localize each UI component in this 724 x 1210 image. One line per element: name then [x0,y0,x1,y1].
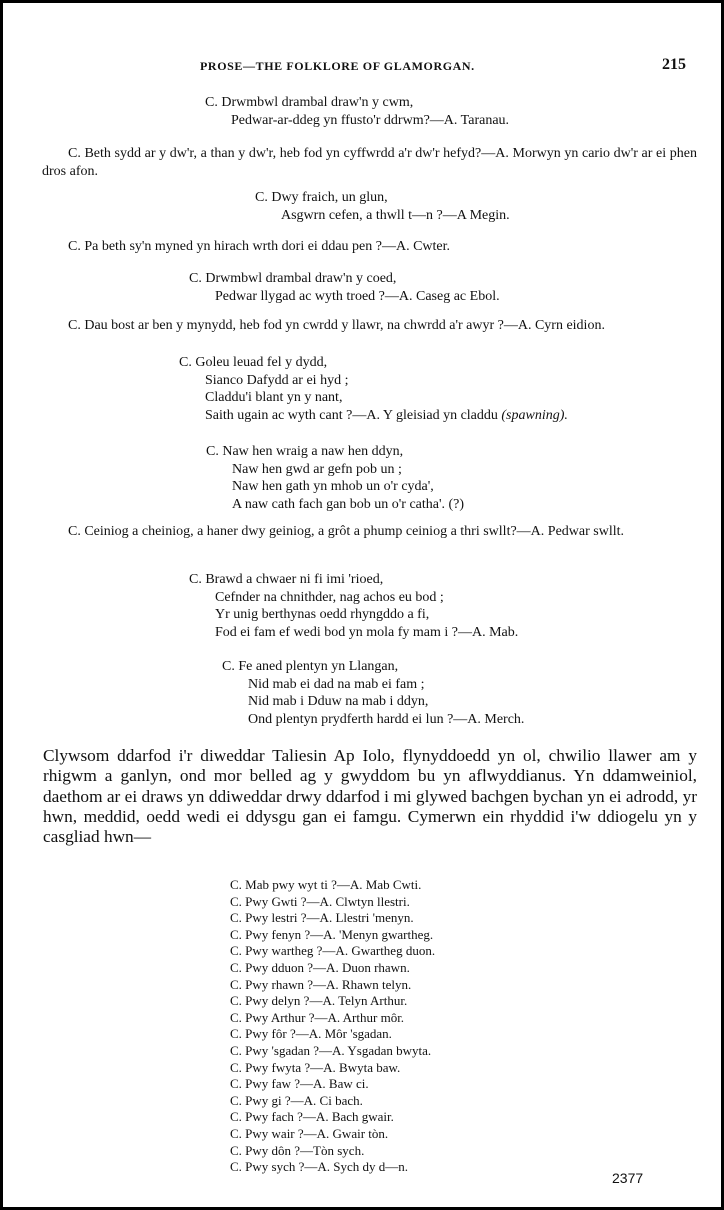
rhyme-line: C. Pwy faw ?—A. Baw ci. [230,1076,369,1092]
riddle-line: C. Goleu leuad fel y dydd, [179,355,328,370]
rhyme-line: C. Pwy rhawn ?—A. Rhawn telyn. [230,976,412,992]
riddle-line: Naw hen gath yn mhob un o'r cyda', [232,479,434,494]
riddle-4: C. Pa beth sy'n myned yn hirach wrth dori ei ddau pen ?—A. Cwter. [68,239,451,254]
rhyme-line: C. Pwy dôn ?—Tòn sych. [230,1142,365,1158]
rhyme-line: C. Pwy Gwti ?—A. Clwtyn llestri. [230,893,410,909]
riddle-line: Nid mab ei dad na mab ei fam ; [248,676,425,692]
riddle-10 [189,571,519,641]
riddle-3 [255,189,510,224]
riddle-line: Pedwar llygad ac wyth troed ?—A. Caseg ac Ebol. [215,288,500,304]
riddle-line: Ond plentyn prydferth hardd ei lun ?—A. Merch. [248,711,525,727]
riddle-line: Claddu'i blant yn y nant, [205,390,343,405]
riddle-line: C. Drwmbwl drambal draw'n y coed, [189,271,397,286]
document-id-number: 2377 [612,1170,644,1186]
page-number: 215 [662,56,686,73]
riddle-8 [206,443,465,513]
riddle-line: Yr unig berthynas oedd rhyngddo a fi, [215,607,430,622]
riddle-1 [205,94,510,129]
rhyme-line: C. Pwy dduon ?—A. Duon rhawn. [230,959,410,975]
riddle-6: C. Dau bost ar ben y mynydd, heb fod yn cwrdd y llawr, na chwrdd a'r awyr ?—A. Cyrn eidion. [68,318,605,333]
riddle-line: A naw cath fach gan bob un o'r catha'. (?) [232,496,465,512]
rhyme-line: C. Pwy fach ?—A. Bach gwair. [230,1109,394,1125]
rhyme-line: C. Pwy wair ?—A. Gwair tòn. [230,1125,389,1141]
riddle-text: Saith ugain ac wyth cant ?—A. Y gleisiad yn claddu [205,407,498,423]
rhyme-list [230,877,435,1176]
riddle-line: C. Naw hen wraig a naw hen ddyn, [206,444,404,459]
riddle-line: Pedwar-ar-ddeg yn ffusto'r ddrwm?—A. Taranau. [231,112,510,128]
gloss-italic: (spawning). [501,407,568,423]
riddle-11 [222,658,525,728]
riddle-line: Sianco Dafydd ar ei hyd ; [205,372,349,388]
riddle-line [205,407,568,425]
riddle-line: C. Fe aned plentyn yn Llangan, [222,659,399,674]
rhyme-line: C. Pwy Arthur ?—A. Arthur môr. [230,1009,405,1025]
riddle-line: C. Drwmbwl drambal draw'n y cwm, [205,95,414,110]
riddle-line: Naw hen gwd ar gefn pob un ; [232,461,402,477]
riddle-line: Cefnder na chnithder, nag achos eu bod ; [215,589,444,605]
rhyme-line: C. Pwy fwyta ?—A. Bwyta baw. [230,1059,401,1075]
riddle-2: C. Beth sydd ar y dw'r, a than y dw'r, heb fod yn cyffwrdd a'r dw'r hefyd?—A. Morwyn yn cario dw'r ar ei phen dros afon. [42,146,697,179]
riddle-5 [189,270,500,305]
rhyme-line: C. Mab pwy wyt ti ?—A. Mab Cwti. [230,877,422,892]
intro-paragraph: Clywsom ddarfod i'r diweddar Taliesin Ap Iolo, flynyddoedd yn ol, chwilio llawer am y rhigwm a ganlyn, ond mor belled ag y gwyddom bu yn aflwyddianus. Yn ddamweiniol, daethom ar ei draws yn ddiweddar drwy ddarfod i mi glywed bachgen bychan yn ei adrodd, yr hwn, meddid, oedd wedi ei ddysgu gan ei famgu. Cymerwn ein rhyddid i'w ddiogelu yn y casgliad hwn— [43,746,697,847]
rhyme-line: C. Pwy wartheg ?—A. Gwartheg duon. [230,943,436,959]
rhyme-line: C. Pwy gi ?—A. Ci bach. [230,1092,363,1108]
running-header: PROSE—THE FOLKLORE OF GLAMORGAN. [200,59,475,73]
riddle-line: Nid mab i Dduw na mab i ddyn, [248,694,429,709]
riddle-line: Fod ei fam ef wedi bod yn mola fy mam i ?—A. Mab. [215,624,519,640]
rhyme-line: C. Pwy fôr ?—A. Môr 'sgadan. [230,1026,392,1042]
rhyme-line: C. Pwy 'sgadan ?—A. Ysgadan bwyta. [230,1042,432,1058]
riddle-7 [179,354,568,424]
rhyme-line: C. Pwy fenyn ?—A. 'Menyn gwartheg. [230,926,434,942]
riddle-9: C. Ceiniog a cheiniog, a haner dwy geiniog, a grôt a phump ceiniog a thri swllt?—A. Pedwar swllt. [68,524,624,539]
riddle-line: C. Brawd a chwaer ni fi imi 'rioed, [189,572,384,587]
rhyme-line: C. Pwy lestri ?—A. Llestri 'menyn. [230,910,414,926]
rhyme-line: C. Pwy sych ?—A. Sych dy d—n. [230,1159,409,1175]
rhyme-line: C. Pwy delyn ?—A. Telyn Arthur. [230,993,408,1009]
riddle-line: Asgwrn cefen, a thwll t—n ?—A Megin. [281,207,510,223]
riddle-line: C. Dwy fraich, un glun, [255,190,388,205]
